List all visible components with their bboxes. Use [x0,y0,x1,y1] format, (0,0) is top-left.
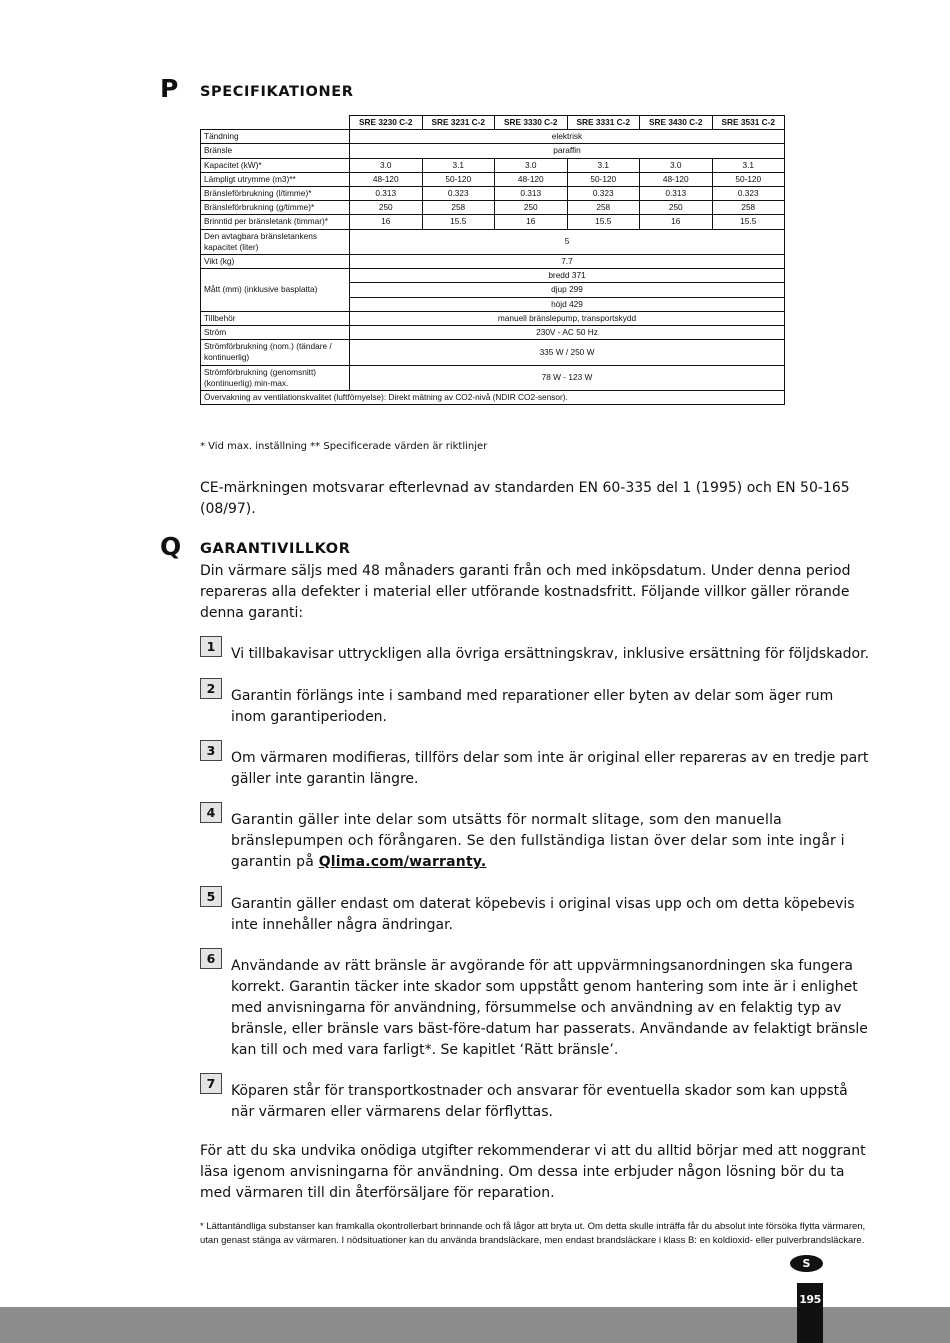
row-label: Kapacitet (kW)* [201,158,350,172]
table-row [201,172,785,186]
section-title-warranty: GARANTIVILLKOR [200,541,351,557]
cell-value: 250 [350,201,423,215]
cell-value: 16 [640,215,713,229]
cell-value: bredd 371 [350,269,785,283]
row-label: Tillbehör [201,311,350,325]
row-label: Den avtagbara bränsletankens kapacitet (liter) [201,229,350,254]
table-row [201,391,785,405]
table-row [201,255,785,269]
condition-number: 3 [200,740,222,761]
table-row [201,340,785,365]
cell-value: 78 W - 123 W [350,365,785,390]
cell-value: 3.0 [495,158,568,172]
table-row [201,215,785,229]
warranty-link[interactable]: Qlima.com/warranty. [318,854,487,870]
page-number: 195 [799,1293,821,1306]
model-header: SRE 3231 C-2 [422,116,495,130]
cell-value: höjd 429 [350,297,785,311]
specifications-table [200,115,785,405]
model-header: SRE 3531 C-2 [712,116,785,130]
table-footnote: * Vid max. inställning ** Specificerade värden är riktlinjer [200,441,488,452]
section-title-specifications: SPECIFIKATIONER [200,84,354,100]
cell-value: 15.5 [567,215,640,229]
condition-number: 4 [200,802,222,823]
cell-value: 250 [640,201,713,215]
cell-value: paraffin [350,144,785,158]
page-number-tab [797,1283,823,1343]
row-label: Bränsleförbrukning (l/timme)* [201,187,350,201]
model-header: SRE 3330 C-2 [495,116,568,130]
cell-value: 0.323 [567,187,640,201]
cell-value: 0.313 [495,187,568,201]
cell-value: 48-120 [640,172,713,186]
row-label: Övervakning av ventilationskvalitet (luftförnyelse): Direkt mätning av CO2-nivå (NDIR CO2-sensor). [201,391,785,405]
cell-value: 3.0 [350,158,423,172]
cell-value: 15.5 [422,215,495,229]
row-label: Bränsle [201,144,350,158]
warranty-intro: Din värmare säljs med 48 månaders garanti från och med inköpsdatum. Under denna period repareras alla defekter i material eller utförande kostnadsfritt. Följande villkor gäller rörande denna garanti: [200,563,851,621]
cell-value: 50-120 [712,172,785,186]
table-row [201,365,785,390]
cell-value: 5 [350,229,785,254]
condition-text: Garantin gäller endast om daterat köpebevis i original visas upp och om detta köpebevis inte innehåller några ändringar. [231,896,855,933]
row-label: Bränsleförbrukning (g/timme)* [201,201,350,215]
cell-value: 3.1 [567,158,640,172]
cell-value: 258 [712,201,785,215]
cell-value: 16 [350,215,423,229]
cell-value: 50-120 [422,172,495,186]
cell-value: 3.1 [712,158,785,172]
cell-value: 258 [422,201,495,215]
ce-statement: CE-märkningen motsvarar efterlevnad av standarden EN 60-335 del 1 (1995) och EN 50-165 (08/97). [200,480,850,517]
condition-number: 7 [200,1073,222,1094]
cell-value: 230V - AC 50 Hz [350,326,785,340]
cell-value: manuell bränslepump, transportskydd [350,311,785,325]
cell-value: 258 [567,201,640,215]
table-row [201,201,785,215]
condition-text: Vi tillbakavisar uttryckligen alla övriga ersättningskrav, inklusive ersättning för följdskador. [231,646,870,662]
table-row [201,130,785,144]
row-label: Lämpligt utrymme (m3)** [201,172,350,186]
cell-value: 48-120 [350,172,423,186]
cell-value: 16 [495,215,568,229]
model-header: SRE 3230 C-2 [350,116,423,130]
row-label: Brinntid per bränsletank (timmar)* [201,215,350,229]
cell-value: 48-120 [495,172,568,186]
cell-value: 50-120 [567,172,640,186]
row-label: Vikt (kg) [201,255,350,269]
cell-value: 0.323 [712,187,785,201]
table-corner [201,116,350,130]
condition-text: Om värmaren modifieras, tillförs delar som inte är original eller repareras av en tredje part gäller inte garantin längre. [231,750,869,787]
table-row [201,269,785,283]
cell-value: 0.313 [640,187,713,201]
row-label: Mått (mm) (inklusive basplatta) [201,269,350,312]
condition-number: 2 [200,678,222,699]
cell-value: 0.323 [422,187,495,201]
condition-number: 5 [200,886,222,907]
model-header: SRE 3331 C-2 [567,116,640,130]
cell-value: 0.313 [350,187,423,201]
table-row [201,158,785,172]
row-label: Tändning [201,130,350,144]
table-row [201,229,785,254]
model-header: SRE 3430 C-2 [640,116,713,130]
cell-value: elektrisk [350,130,785,144]
table-row [201,144,785,158]
table-row [201,326,785,340]
table-row [201,187,785,201]
condition-text: Användande av rätt bränsle är avgörande för att uppvärmningsanordningen ska fungera korrekt. Garantin täcker inte skador som uppstått genom hantering som inte är i enlighet med anvisningarna för användning, försummelse och användning av en felaktig typ av bränsle, eller bränsle vars bäst-före-datum har passerats. Användande av felaktigt bränsle kan till och med vara farligt*. Se kapitlet ‘Rätt bränsle’. [231,958,868,1058]
row-label: Strömförbrukning (nom.) (tändare / kontinuerlig) [201,340,350,365]
section-letter-p: P [160,74,179,103]
section-letter-q: Q [160,532,182,561]
cell-value: 250 [495,201,568,215]
condition-number: 6 [200,948,222,969]
cell-value: 15.5 [712,215,785,229]
table-row [201,116,785,130]
language-badge: S [790,1255,823,1272]
cell-value: djup 299 [350,283,785,297]
table-row [201,311,785,325]
flammable-substances-note: * Lättantändliga substanser kan framkalla okontrollerbart brinnande och få lågor att bryta ut. Om detta skulle inträffa får du absolut inte försöka flytta värmaren, utan genast stänga av värmaren. I nödsituationer kan du använda brandsläckare, men endast brandsläckare i klass B: en koldioxid- eller pulverbrandsläckare. [200,1221,866,1246]
cell-value: 3.1 [422,158,495,172]
row-label: Ström [201,326,350,340]
cell-value: 335 W / 250 W [350,340,785,365]
condition-text: Garantin förlängs inte i samband med reparationer eller byten av delar som äger rum inom garantiperioden. [231,688,834,725]
row-label: Strömförbrukning (genomsnitt) (kontinuerlig) min-max. [201,365,350,390]
condition-text [231,810,870,873]
condition-number: 1 [200,636,222,657]
cell-value: 7.7 [350,255,785,269]
condition-text: Köparen står för transportkostnader och ansvarar för eventuella skador som kan uppstå när värmaren eller värmarens delar förflyttas. [231,1083,848,1120]
cell-value: 3.0 [640,158,713,172]
condition-text-body: Garantin gäller inte delar som utsätts för normalt slitage, som den manuella bränslepumpen och förångaren. Se den fullständiga listan över delar som inte ingår i garantin på [231,812,845,870]
closing-paragraph: För att du ska undvika onödiga utgifter rekommenderar vi att du alltid börjar med att noggrant läsa igenom anvisningarna för användning. Om dessa inte erbjuder någon lösning bör du ta med värmaren till din återförsäljare för reparation. [200,1143,866,1201]
